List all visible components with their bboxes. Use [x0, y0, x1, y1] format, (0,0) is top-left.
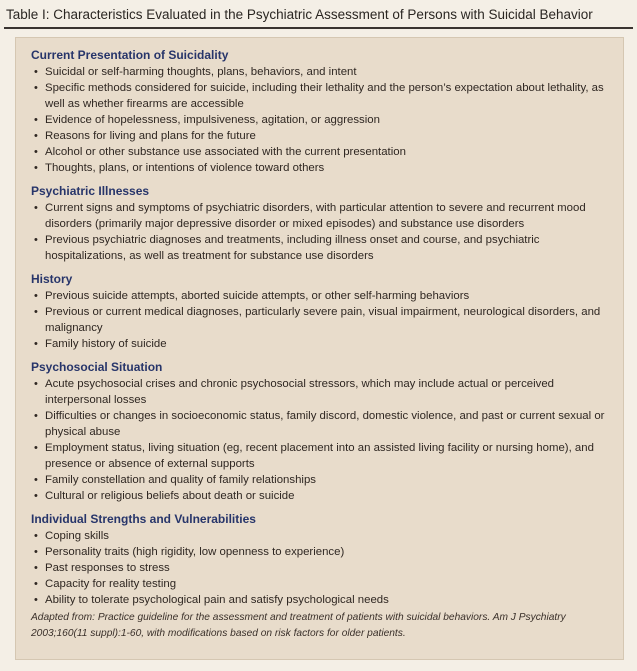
section-heading: Current Presentation of Suicidality: [31, 48, 229, 62]
bullet-icon: •: [34, 442, 38, 454]
list-item: [31, 64, 616, 80]
bullet-icon: •: [34, 290, 38, 302]
bullet-icon: •: [34, 66, 38, 78]
bullet-icon: •: [34, 202, 38, 214]
bullet-list: [31, 528, 616, 608]
bullet-list: [31, 376, 616, 504]
section-heading: History: [31, 272, 73, 286]
list-item-text: Coping skills: [45, 530, 109, 542]
bullet-list: [31, 288, 616, 352]
section-heading: Psychosocial Situation: [31, 360, 163, 374]
bullet-icon: •: [34, 130, 38, 142]
section-heading: Psychiatric Illnesses: [31, 184, 150, 198]
sections-list: [31, 47, 616, 615]
bullet-icon: •: [34, 594, 38, 606]
list-item-text: Previous suicide attempts, aborted suicide attempts, or other self-harming behaviors: [45, 290, 470, 302]
bullet-list: [31, 64, 616, 176]
bullet-icon: •: [34, 82, 38, 94]
list-item-text: Family history of suicide: [45, 338, 167, 350]
content-panel: [15, 37, 624, 660]
list-item-text: Specific methods considered for suicide, including their lethality and the person’s expectation about lethality, as well as whether firearms are accessible: [45, 82, 604, 110]
bullet-icon: •: [34, 338, 38, 350]
list-item: [31, 288, 616, 304]
list-item: [31, 560, 616, 576]
list-item: [31, 472, 616, 488]
list-item: [31, 336, 616, 352]
bullet-icon: •: [34, 162, 38, 174]
list-item: [31, 304, 616, 336]
bullet-icon: •: [34, 530, 38, 542]
list-item-text: Suicidal or self-harming thoughts, plans, behaviors, and intent: [45, 66, 357, 78]
bullet-icon: •: [34, 234, 38, 246]
list-item-text: Previous psychiatric diagnoses and treatments, including illness onset and course, and psychiatric hospitalizations, as well as treatment for substance use disorders: [45, 234, 540, 262]
table-title: Table I: Characteristics Evaluated in the Psychiatric Assessment of Persons with Suicidal Behavior: [6, 7, 593, 22]
bullet-icon: •: [34, 306, 38, 318]
list-item: [31, 232, 616, 264]
list-item: [31, 112, 616, 128]
footnote: Adapted from: Practice guideline for the assessment and treatment of patients with suicidal behaviors. Am J Psychiatry 2003;160(11 suppl):1-60, with modifications based on risk factors for older patients.: [31, 612, 566, 639]
bullet-icon: •: [34, 146, 38, 158]
bullet-list: [31, 200, 616, 264]
list-item-text: Acute psychosocial crises and chronic psychosocial stressors, which may include actual or perceived interpersonal losses: [45, 378, 555, 406]
section-heading: Individual Strengths and Vulnerabilities: [31, 512, 256, 526]
bullet-icon: •: [34, 114, 38, 126]
list-item-text: Ability to tolerate psychological pain and satisfy psychological needs: [45, 594, 389, 606]
bullet-icon: •: [34, 578, 38, 590]
bullet-icon: •: [34, 490, 38, 502]
list-item: [31, 128, 616, 144]
list-item: [31, 376, 616, 408]
bullet-icon: •: [34, 410, 38, 422]
section: [31, 271, 616, 352]
list-item: [31, 80, 616, 112]
list-item-text: Alcohol or other substance use associated with the current presentation: [45, 146, 406, 158]
list-item-text: Cultural or religious beliefs about death or suicide: [45, 490, 295, 502]
list-item: [31, 200, 616, 232]
list-item-text: Difficulties or changes in socioeconomic status, family discord, domestic violence, and past or current sexual or physical abuse: [45, 410, 605, 438]
bullet-icon: •: [34, 562, 38, 574]
section: [31, 359, 616, 504]
list-item-text: Past responses to stress: [45, 562, 170, 574]
section: [31, 47, 616, 176]
list-item-text: Employment status, living situation (eg, recent placement into an assisted living facility or nursing home), and presence or absence of external supports: [45, 442, 594, 470]
list-item: [31, 440, 616, 472]
bullet-icon: •: [34, 378, 38, 390]
section: [31, 183, 616, 264]
list-item: [31, 408, 616, 440]
list-item: [31, 544, 616, 560]
title-rule: [4, 27, 633, 29]
list-item-text: Previous or current medical diagnoses, particularly severe pain, visual impairment, neurological disorders, and malignancy: [45, 306, 601, 334]
list-item: [31, 160, 616, 176]
list-item: [31, 576, 616, 592]
list-item-text: Family constellation and quality of family relationships: [45, 474, 316, 486]
list-item-text: Evidence of hopelessness, impulsiveness, agitation, or aggression: [45, 114, 380, 126]
list-item-text: Capacity for reality testing: [45, 578, 177, 590]
section: [31, 511, 616, 608]
bullet-icon: •: [34, 546, 38, 558]
bullet-icon: •: [34, 474, 38, 486]
list-item-text: Reasons for living and plans for the future: [45, 130, 256, 142]
list-item: [31, 528, 616, 544]
list-item: [31, 144, 616, 160]
list-item: [31, 592, 616, 608]
list-item-text: Thoughts, plans, or intentions of violence toward others: [45, 162, 325, 174]
list-item-text: Current signs and symptoms of psychiatric disorders, with particular attention to severe and recurrent mood disorders (primarily major depressive disorder or mixed episodes) and substance use disorders: [45, 202, 586, 230]
list-item-text: Personality traits (high rigidity, low openness to experience): [45, 546, 345, 558]
list-item: [31, 488, 616, 504]
